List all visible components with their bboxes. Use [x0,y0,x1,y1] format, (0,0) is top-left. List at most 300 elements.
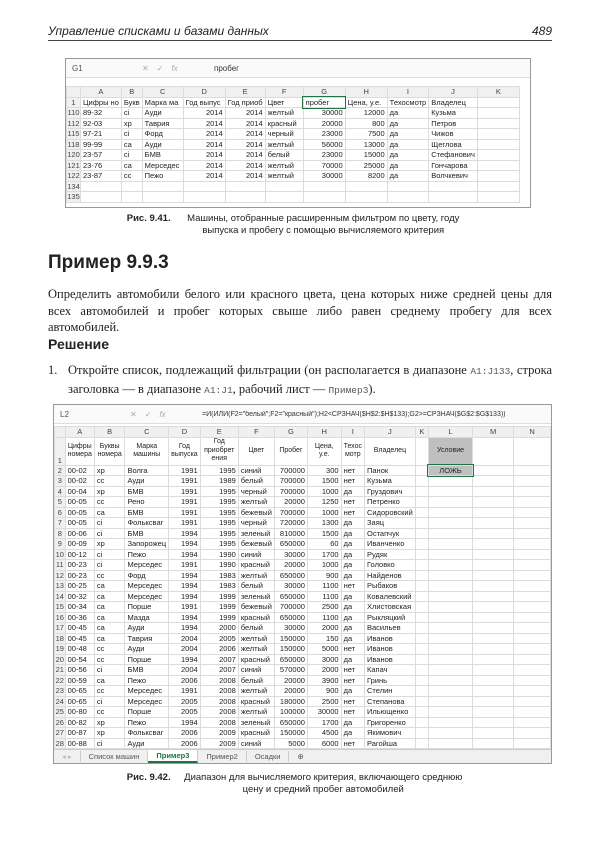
cell[interactable]: 1994 [169,654,201,665]
cell[interactable]: Рыбаков [365,581,416,592]
cell[interactable]: нет [341,738,364,749]
cell[interactable]: ci [94,738,125,749]
row-number[interactable]: 18 [55,633,64,643]
cell[interactable]: желтый [238,497,274,508]
column-header[interactable]: A [81,87,122,98]
cell[interactable]: Фольксваг [125,518,169,529]
cell[interactable]: да [341,570,364,581]
column-header[interactable]: B [94,427,125,438]
cell[interactable] [415,486,428,497]
cell[interactable]: 30000 [303,171,345,182]
cell[interactable]: 1500 [307,476,341,487]
cell[interactable]: 25000 [345,160,387,171]
cell[interactable]: ci [121,150,142,161]
cell[interactable]: 2008 [200,675,238,686]
row-number[interactable]: 1 [67,97,81,108]
row-number[interactable]: 13 [55,581,64,591]
cell[interactable]: ci [94,665,125,676]
cell[interactable]: 3900 [307,675,341,686]
cell[interactable]: 1995 [200,539,238,550]
cell[interactable] [473,549,514,560]
column-header[interactable]: C [125,427,169,438]
cell[interactable]: 1999 [200,591,238,602]
cell[interactable]: 1000 [307,507,341,518]
cell[interactable]: 2014 [183,108,225,119]
cell[interactable]: cc [94,686,125,697]
cell[interactable]: xp [94,465,125,476]
cell[interactable]: 23-76 [81,160,122,171]
cell[interactable]: да [341,539,364,550]
header-cell[interactable]: пробег [303,97,345,108]
cell[interactable]: 2009 [200,738,238,749]
header-cell[interactable]: Техосмотр [387,97,429,108]
cell[interactable] [477,118,519,129]
cell[interactable]: 1995 [200,518,238,529]
header-cell[interactable]: Техос мотр [341,437,364,465]
cell[interactable] [415,539,428,550]
header-cell[interactable]: Буквы номера [94,437,125,465]
cell[interactable]: Сидоровский [365,507,416,518]
cell[interactable]: 30000 [274,581,307,592]
cell[interactable] [514,675,551,686]
cell[interactable]: Якимович [365,728,416,739]
cell[interactable] [514,465,551,476]
cell[interactable] [415,549,428,560]
cell[interactable] [477,129,519,140]
cell[interactable]: зеленый [238,591,274,602]
header-cell[interactable]: Цена, у.е. [307,437,341,465]
cell[interactable]: 1994 [169,549,201,560]
cell[interactable]: белый [265,150,303,161]
name-box[interactable]: L2 [60,409,69,419]
select-all-corner[interactable] [67,87,81,98]
cell[interactable]: 1995 [200,528,238,539]
cell[interactable]: 00-02 [65,465,94,476]
cell[interactable]: 00-45 [65,623,94,634]
row-number[interactable]: 21 [55,665,64,675]
cell[interactable]: Щеглова [429,139,478,150]
cell[interactable]: желтый [238,686,274,697]
cell[interactable] [514,581,551,592]
column-header[interactable]: A [65,427,94,438]
cell[interactable]: 650000 [274,654,307,665]
row-number[interactable]: 23 [55,686,64,696]
cell[interactable]: да [341,728,364,739]
header-cell[interactable]: Цифры но [81,97,122,108]
cell[interactable]: Гончарова [429,160,478,171]
cell[interactable] [345,192,387,203]
cell[interactable]: cc [94,476,125,487]
cell[interactable] [473,717,514,728]
cell[interactable]: 700000 [274,486,307,497]
cell[interactable] [415,560,428,571]
cell[interactable]: 2500 [307,602,341,613]
cell[interactable] [473,507,514,518]
cell[interactable]: да [341,602,364,613]
column-header[interactable]: D [183,87,225,98]
cell[interactable]: Петренко [365,497,416,508]
cell[interactable]: 5000 [274,738,307,749]
cell[interactable]: Ауди [125,623,169,634]
cell[interactable]: да [341,518,364,529]
row-number[interactable]: 27 [55,728,64,738]
cell[interactable] [415,717,428,728]
cell[interactable]: нет [341,581,364,592]
cell[interactable] [415,518,428,529]
cell[interactable]: ci [94,560,125,571]
cell[interactable] [225,192,265,203]
cell[interactable]: Хлистовская [365,602,416,613]
cell[interactable]: 00-82 [65,717,94,728]
cell[interactable]: Волга [125,465,169,476]
cell[interactable]: 2014 [225,160,265,171]
cell[interactable]: 180000 [274,696,307,707]
cell[interactable]: 2014 [225,171,265,182]
column-header[interactable]: K [477,87,519,98]
cell[interactable]: 00-05 [65,518,94,529]
cell[interactable] [514,486,551,497]
cell[interactable] [415,738,428,749]
cell[interactable]: 650000 [274,570,307,581]
cell[interactable] [477,171,519,182]
cell[interactable]: Остапчук [365,528,416,539]
cell[interactable]: 00-05 [65,497,94,508]
cell[interactable]: 15000 [345,150,387,161]
cell[interactable] [415,654,428,665]
cell[interactable] [473,560,514,571]
cell[interactable]: 2500 [307,696,341,707]
cell[interactable]: 100000 [274,707,307,718]
cell[interactable] [183,181,225,192]
column-header[interactable]: N [514,427,551,438]
cell[interactable]: 2000 [200,623,238,634]
cell[interactable] [473,633,514,644]
column-header[interactable]: E [200,427,238,438]
cell[interactable] [428,717,472,728]
cell[interactable] [415,497,428,508]
cell[interactable]: черный [238,486,274,497]
cell[interactable]: Иванов [365,633,416,644]
cell[interactable] [121,192,142,203]
cell[interactable]: Ильющенко [365,707,416,718]
cell[interactable]: 92-03 [81,118,122,129]
cell[interactable]: 1700 [307,549,341,560]
cell[interactable]: бежевый [238,602,274,613]
header-cell[interactable]: Пробег [274,437,307,465]
cell[interactable] [514,644,551,655]
row-number[interactable]: 6 [55,507,66,518]
row-number[interactable]: 2 [55,465,66,476]
cell[interactable]: черный [265,129,303,140]
cell[interactable]: ca [94,612,125,623]
cell[interactable]: 650000 [274,539,307,550]
cell[interactable]: 1250 [307,497,341,508]
row-number[interactable]: 28 [55,738,64,748]
cell[interactable]: Гринь [365,675,416,686]
cell[interactable]: cc [94,497,125,508]
cell[interactable]: БМВ [125,528,169,539]
cell[interactable]: красный [238,612,274,623]
cell[interactable]: 1990 [200,549,238,560]
cell[interactable]: 6000 [307,738,341,749]
cell[interactable]: 20000 [303,118,345,129]
cell[interactable]: 4500 [307,728,341,739]
cell[interactable] [428,476,472,487]
cell[interactable]: желтый [238,570,274,581]
cell[interactable]: 1994 [169,528,201,539]
header-cell[interactable]: Марка машины [125,437,169,465]
cell[interactable] [415,707,428,718]
cell[interactable]: синий [238,738,274,749]
cell[interactable] [415,570,428,581]
cell[interactable] [142,192,183,203]
cell[interactable]: 5000 [307,644,341,655]
cell[interactable]: Форд [125,570,169,581]
cell[interactable]: 2005 [200,633,238,644]
header-cell[interactable]: Цифры номера [65,437,94,465]
cell[interactable]: 00-80 [65,707,94,718]
cell[interactable] [428,549,472,560]
cell[interactable]: 1994 [169,717,201,728]
cell[interactable]: Кузьма [365,476,416,487]
cell[interactable]: Ауди [142,139,183,150]
cell[interactable]: да [387,118,429,129]
cell[interactable] [428,612,472,623]
cell[interactable]: Панок [365,465,416,476]
cell[interactable]: да [341,717,364,728]
cell[interactable] [514,570,551,581]
cell[interactable]: Головко [365,560,416,571]
cell[interactable]: черный [238,518,274,529]
cell[interactable]: да [387,150,429,161]
cell[interactable]: Рудяк [365,549,416,560]
cell[interactable]: 1994 [169,623,201,634]
cell[interactable]: 00-65 [65,686,94,697]
cell[interactable] [514,738,551,749]
cell[interactable]: 1300 [307,518,341,529]
cell[interactable] [473,728,514,739]
cell[interactable] [265,192,303,203]
cell[interactable]: 1983 [200,581,238,592]
cell[interactable]: Пежо [125,675,169,686]
cell[interactable]: да [341,654,364,665]
cell[interactable] [514,665,551,676]
cell[interactable]: 89-32 [81,108,122,119]
tab-scroll-arrows[interactable]: ◂ ▸ [54,751,81,762]
cell[interactable]: желтый [238,707,274,718]
cell[interactable]: 30000 [274,549,307,560]
cell[interactable]: 7500 [345,129,387,140]
cell[interactable] [428,696,472,707]
row-number[interactable]: 10 [55,549,64,559]
cell[interactable]: 650000 [274,717,307,728]
header-cell[interactable]: Владелец [365,437,416,465]
row-number[interactable]: 134 [67,181,80,191]
cell[interactable] [387,181,429,192]
cell[interactable]: 1994 [169,612,201,623]
cell[interactable]: зеленый [238,717,274,728]
cell[interactable]: Иванов [365,644,416,655]
column-header[interactable]: J [429,87,478,98]
cell[interactable] [428,518,472,529]
cell[interactable]: 2014 [183,150,225,161]
cell[interactable] [514,476,551,487]
cell[interactable] [415,728,428,739]
cell[interactable]: 2006 [169,675,201,686]
cell[interactable]: Пежо [125,717,169,728]
cell[interactable] [415,507,428,518]
cell[interactable] [473,486,514,497]
cell[interactable]: 00-23 [65,570,94,581]
cell[interactable]: 23-87 [81,171,122,182]
cell[interactable] [514,549,551,560]
cell[interactable]: белый [238,623,274,634]
cell[interactable]: 00-87 [65,728,94,739]
cell[interactable] [428,602,472,613]
cell[interactable]: xp [121,118,142,129]
cell[interactable]: 700000 [274,602,307,613]
cell[interactable]: 2007 [200,665,238,676]
cell[interactable] [428,686,472,697]
cell[interactable] [473,528,514,539]
row-number[interactable]: 22 [55,675,64,685]
cell[interactable]: 00-32 [65,591,94,602]
column-header[interactable]: G [274,427,307,438]
header-cell[interactable]: Год выпус [183,97,225,108]
cell[interactable] [514,728,551,739]
cell[interactable]: 1994 [169,539,201,550]
cell[interactable]: 30000 [307,707,341,718]
header-cell[interactable]: Букв [121,97,142,108]
cell[interactable] [473,707,514,718]
cell[interactable]: 2008 [200,686,238,697]
cell[interactable]: 2008 [200,696,238,707]
cell[interactable]: 00-45 [65,633,94,644]
cell[interactable]: Заяц [365,518,416,529]
cell[interactable]: 2014 [183,171,225,182]
column-header[interactable]: H [345,87,387,98]
cell[interactable]: 60 [307,539,341,550]
cell[interactable]: 1991 [169,486,201,497]
cell[interactable]: 23000 [303,150,345,161]
cell[interactable] [428,486,472,497]
cell[interactable]: синий [238,549,274,560]
cell[interactable]: ci [94,528,125,539]
column-header[interactable]: I [341,427,364,438]
header-cell[interactable] [477,97,519,108]
cell[interactable]: 900 [307,686,341,697]
cell[interactable]: 3000 [307,654,341,665]
cell[interactable]: 00-06 [65,528,94,539]
cell[interactable]: Мерседес [125,696,169,707]
cell[interactable]: 300 [307,465,341,476]
cell[interactable]: ca [121,160,142,171]
cell[interactable]: ca [94,507,125,518]
cell[interactable]: красный [238,560,274,571]
cell[interactable]: ca [94,623,125,634]
cell[interactable]: Рыкляцкий [365,612,416,623]
cell[interactable]: ca [94,602,125,613]
cell[interactable] [415,476,428,487]
cell[interactable]: Пежо [142,171,183,182]
cell[interactable]: Форд [142,129,183,140]
cell[interactable] [473,581,514,592]
header-cell[interactable] [415,437,428,465]
cell[interactable] [514,623,551,634]
cell[interactable] [514,560,551,571]
cell[interactable]: нет [341,696,364,707]
row-number[interactable]: 14 [55,591,64,601]
cell[interactable] [514,686,551,697]
cell[interactable]: 30000 [274,623,307,634]
cell[interactable]: cc [94,644,125,655]
cell[interactable]: 12000 [345,108,387,119]
cell[interactable]: Мазда [125,612,169,623]
cell[interactable] [473,623,514,634]
cell[interactable] [428,539,472,550]
cell[interactable]: Порше [125,654,169,665]
cell[interactable] [415,612,428,623]
formula-input[interactable]: пробег [214,63,240,73]
cell[interactable]: 1991 [169,507,201,518]
cell[interactable]: 2014 [183,129,225,140]
column-header[interactable]: D [169,427,201,438]
cell[interactable]: 720000 [274,518,307,529]
sheet-tab[interactable]: Осадки [247,751,290,762]
cell[interactable]: желтый [265,171,303,182]
row-number[interactable]: 12 [55,570,64,580]
cell[interactable]: 1100 [307,581,341,592]
cell[interactable] [514,602,551,613]
cell[interactable] [514,654,551,665]
cell[interactable]: 900 [307,570,341,581]
cell[interactable]: 1991 [169,602,201,613]
cell[interactable]: Иванченко [365,539,416,550]
cell[interactable]: Мерседес [125,560,169,571]
cell[interactable] [514,717,551,728]
sheet-tab[interactable]: Пример3 [148,750,198,763]
cell[interactable] [477,139,519,150]
cell[interactable]: 97-21 [81,129,122,140]
row-number[interactable]: 11 [55,560,64,570]
cell[interactable]: 2014 [225,129,265,140]
header-cell[interactable]: Цена, у.е. [345,97,387,108]
cell[interactable]: xp [94,486,125,497]
cell[interactable]: Стефанович [429,150,478,161]
cell[interactable]: 1700 [307,717,341,728]
cell[interactable]: 1989 [200,476,238,487]
row-number[interactable]: 122 [67,171,80,181]
cell[interactable]: желтый [265,139,303,150]
cell[interactable]: 1994 [169,591,201,602]
cell[interactable] [473,686,514,697]
cell[interactable]: 2014 [225,108,265,119]
cell[interactable] [429,181,478,192]
cell[interactable]: Васильев [365,623,416,634]
row-number[interactable]: 16 [55,612,64,622]
cell[interactable]: да [387,160,429,171]
cell[interactable]: 1995 [200,497,238,508]
cell[interactable]: 650000 [274,612,307,623]
cell[interactable]: 1991 [169,476,201,487]
sheet-tab[interactable]: Список машин [81,751,149,762]
cell[interactable] [473,465,514,476]
cell[interactable]: 650000 [274,591,307,602]
cell[interactable]: 1983 [200,570,238,581]
cell[interactable]: 1999 [200,602,238,613]
cell[interactable]: Капач [365,665,416,676]
cell[interactable]: 800 [345,118,387,129]
